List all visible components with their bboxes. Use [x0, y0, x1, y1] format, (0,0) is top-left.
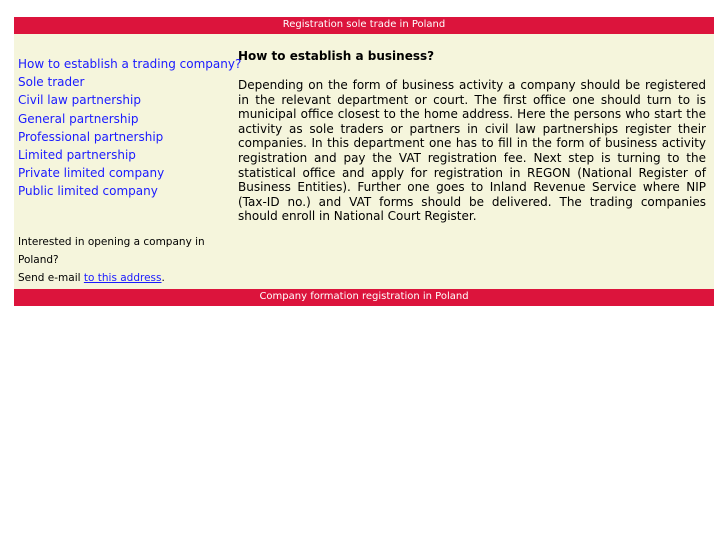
nav-link-professional-partnership[interactable]: Professional partnership — [18, 129, 164, 144]
nav-link-how-to-establish[interactable]: How to establish a trading company? — [18, 57, 242, 71]
nav-link-sole-trader[interactable]: Sole trader — [18, 75, 85, 90]
nav-link-public-limited-company[interactable]: Public limited company — [18, 184, 158, 199]
body-paragraph: Depending on the form of business activity a company should be registered in the relevant department or court. The first office one should turn to is municipal office closest to the home address. Here the persons who start the activity as sole traders or partners in civil law partnerships register their companies. In this department one has to fill in the form of business activity registration and pay the VAT registration fee. Next step is turning to the statistical office and apply for registration in REGON (National Register of Business Entities). Further one goes to Inland Revenue Service where NIP (Tax-ID no.) and VAT forms should be delivered. The trading companies should enroll in National Court Register. — [238, 78, 706, 224]
contact-email-line — [18, 269, 218, 287]
nav-link-civil-law-partnership[interactable]: Civil law partnership — [18, 93, 141, 108]
header-bar — [14, 17, 714, 34]
footer-title: Company formation registration in Poland — [259, 291, 469, 302]
contact-suffix: . — [161, 272, 165, 284]
content-area — [14, 34, 714, 289]
page-title: How to establish a business? — [238, 49, 435, 63]
contact-prefix: Send e-mail — [18, 272, 84, 284]
header-title: Registration sole trade in Poland — [282, 19, 446, 30]
nav-link-private-limited-company[interactable]: Private limited company — [18, 166, 165, 181]
sidebar-nav — [18, 55, 242, 201]
contact-email-link[interactable]: to this address — [83, 272, 162, 284]
main-content — [234, 34, 714, 289]
nav-link-general-partnership[interactable]: General partnership — [18, 111, 139, 126]
footer-bar — [14, 289, 714, 306]
nav-link-limited-partnership[interactable]: Limited partnership — [18, 148, 136, 163]
contact-text: Interested in opening a company in Poland? — [18, 236, 205, 266]
page — [14, 17, 714, 306]
sidebar — [14, 34, 242, 289]
contact-block — [18, 233, 218, 287]
